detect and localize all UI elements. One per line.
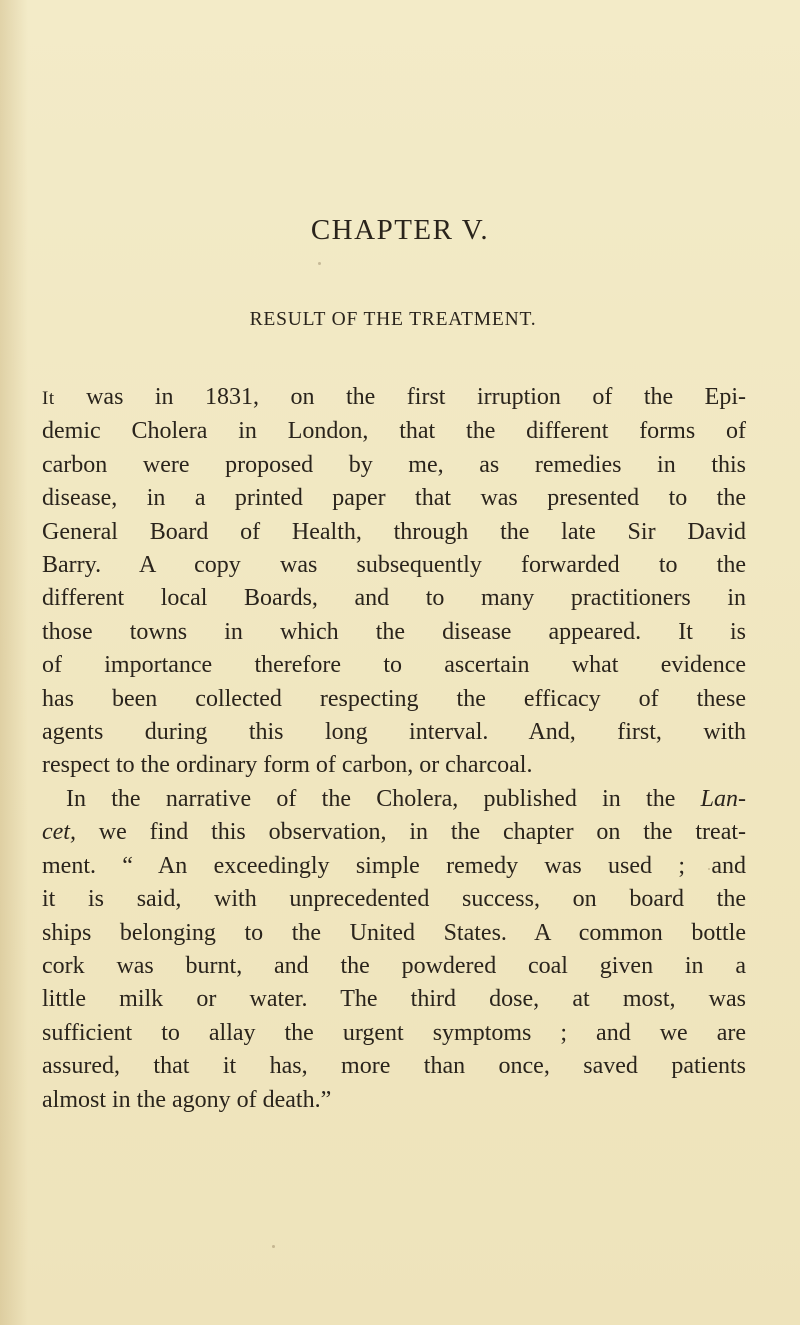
italic-word: Lan- [700,785,746,812]
text-line: General Board of Health, through the late Sir David [42,518,746,545]
italic-word: cet, [42,819,76,846]
body-text [42,381,746,1117]
text-line: ment. “ An exceedingly simple remedy was used ; and [42,852,746,879]
text-line: In the narrative of the Cholera, published in the Lan- [66,785,746,812]
text-line: different local Boards, and to many practitioners in [42,585,746,612]
text-line: almost in the agony of death.” [42,1086,332,1113]
text-line: respect to the ordinary form of carbon, or charcoal. [42,752,533,779]
section-heading: RESULT OF THE TREATMENT. [249,309,537,330]
text-line: Barry. A copy was subsequently forwarded to the [42,552,746,579]
text-line: has been collected respecting the efficacy of these [42,685,746,712]
text-line: those towns in which the disease appeared. It is [42,618,746,645]
text-line: cet, we find this observation, in the chapter on the treat- [42,819,746,846]
text-line: It was in 1831, on the first irruption of the Epi- [42,384,746,410]
small-caps-word: It [42,388,55,409]
text-line: disease, in a printed paper that was presented to the [42,485,746,512]
text-line: sufficient to allay the urgent symptoms ; and we are [42,1019,746,1046]
text-line: agents during this long interval. And, first, with [42,719,746,746]
text-line: it is said, with unprecedented success, on board the [42,886,746,913]
text-line: of importance therefore to ascertain what evidence [42,652,746,679]
text-line: assured, that it has, more than once, saved patients [42,1053,746,1080]
paper-speck [272,1245,275,1248]
chapter-heading: CHAPTER V. [310,214,490,246]
text-line: demic Cholera in London, that the different forms of [42,418,746,445]
text-line: cork was burnt, and the powdered coal given in a [42,952,746,979]
text-line: ships belonging to the United States. A common bottle [42,919,746,946]
paper-speck [708,868,710,870]
text-line: carbon were proposed by me, as remedies in this [42,451,746,478]
text-line: little milk or water. The third dose, at most, was [42,986,746,1013]
paper-speck [318,262,321,265]
